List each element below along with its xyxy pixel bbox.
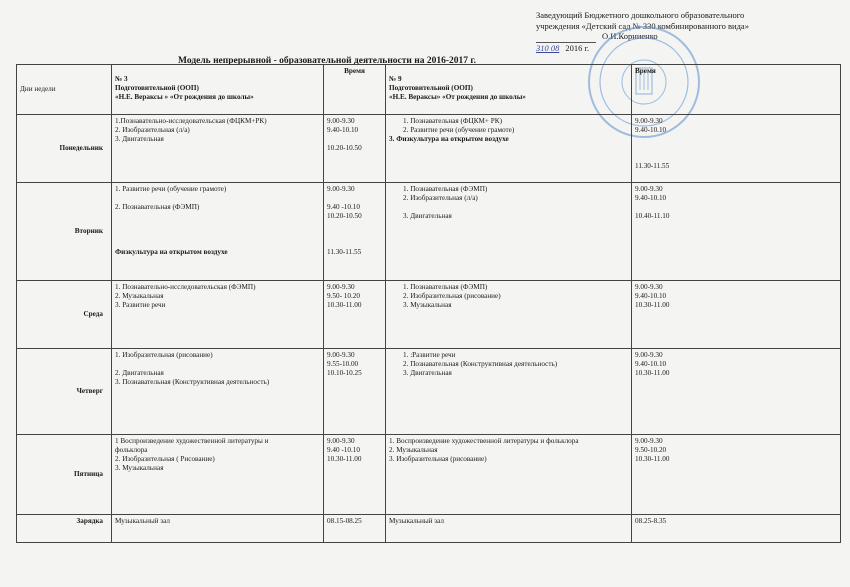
thursday-group-2	[386, 349, 632, 435]
time-slot: 9.50-10.20	[635, 446, 667, 454]
time-slot: 9.40-10.10	[635, 194, 667, 202]
signature-line	[536, 31, 846, 43]
time-slot: 11.30-11.55	[635, 162, 670, 170]
tuesday-time-2	[632, 183, 841, 281]
exercise-group-1: Музыкальный зал	[112, 515, 324, 543]
time-slot: 10.40-11.10	[635, 212, 670, 220]
wednesday-time-1	[324, 281, 386, 349]
approval-date: 310 08	[536, 42, 560, 53]
signature-mark	[536, 31, 596, 43]
time-slot: 9.00-9.30	[327, 185, 355, 193]
list-item: 2. Изобразительная (л/а)	[403, 194, 478, 202]
monday-group-2	[386, 115, 632, 183]
friday-group-2	[386, 435, 632, 515]
time-slot: 9.00-9.30	[635, 117, 663, 125]
list-item: 2. Познавательная (ФЭМП)	[115, 203, 200, 211]
list-item: 3. Развитие речи	[115, 301, 166, 309]
list-item: 3. Двигательная	[403, 212, 452, 220]
list-item: 3. Изобразительная (рисование)	[389, 455, 487, 463]
list-item: 3. Физкультура на открытом воздухе	[389, 135, 509, 143]
time-slot: 9.40-10.10	[635, 126, 667, 134]
date-line	[536, 43, 846, 54]
list-item: 3. Музыкальная	[115, 464, 164, 472]
time-slot: 9.40-10.10	[635, 360, 667, 368]
list-item: 2. Развитие речи (обучение грамоте)	[403, 126, 515, 134]
time-slot: 10.10-10.25	[327, 369, 362, 377]
time-slot: 10.20-10.50	[327, 212, 362, 220]
day-exercise: Зарядка	[17, 515, 112, 543]
group-2-program: «Н.Е. Вераксы» «От рождения до школы»	[389, 93, 526, 101]
list-item: 1. Познавательная (ФЭМП)	[403, 185, 488, 193]
schedule-table	[16, 64, 841, 543]
list-item: 2. Познавательная (Конструктивная деятельность)	[403, 360, 558, 368]
day-thursday: Четверг	[17, 349, 112, 435]
table-row	[17, 435, 841, 515]
exercise-group-2: Музыкальный зал	[386, 515, 632, 543]
thursday-time-2	[632, 349, 841, 435]
list-item: 2. Изобразительная ( Рисование)	[115, 455, 215, 463]
list-item: фольклора	[115, 446, 148, 454]
list-item: 3. Познавательная (Конструктивная деятельность)	[115, 378, 270, 386]
approval-year: 2016 г.	[565, 42, 590, 53]
header-time-1: Время	[324, 65, 386, 115]
tuesday-time-1	[324, 183, 386, 281]
list-item: 1. Воспроизведение художественной литературы и фольклора	[389, 437, 579, 445]
group-2-number: № 9	[389, 75, 402, 83]
group-2-name: Подготовительной (ООП)	[389, 84, 473, 92]
approval-line-2: учреждения «Детский сад № 330 комбинированного вида»	[536, 20, 749, 31]
list-item: 1. :Развитие речи	[403, 351, 456, 359]
thursday-group-1	[112, 349, 324, 435]
exercise-time-1: 08.15-08.25	[324, 515, 386, 543]
time-slot: 9.40 -10.10	[327, 203, 360, 211]
table-row	[17, 183, 841, 281]
tuesday-group-2	[386, 183, 632, 281]
time-slot: 10.30-11.00	[635, 455, 670, 463]
wednesday-group-1	[112, 281, 324, 349]
day-friday: Пятница	[17, 435, 112, 515]
monday-time-1	[324, 115, 386, 183]
list-item: 1. Познавательная (ФЭМП)	[403, 283, 488, 291]
time-slot: 9.00-9.30	[635, 185, 663, 193]
time-slot: 9.00-9.30	[327, 283, 355, 291]
header-group-1	[112, 65, 324, 115]
time-slot: 9.00-9.30	[635, 351, 663, 359]
time-slot: 11.30-11.55	[327, 248, 362, 256]
wednesday-group-2	[386, 281, 632, 349]
table-row	[17, 349, 841, 435]
time-slot: 9.40 -10.10	[327, 446, 360, 454]
list-item: 1. Познавательно-исследовательская (ФЭМП)	[115, 283, 256, 291]
list-item: 2. Музыкальная	[389, 446, 438, 454]
group-1-name: Подготовительной (ООП)	[115, 84, 199, 92]
time-slot: 9.40-10.10	[327, 126, 359, 134]
time-slot: 9.00-9.30	[635, 437, 663, 445]
list-item: 3. Двигательная	[403, 369, 452, 377]
list-item: Физкультура на открытом воздухе	[115, 248, 228, 256]
header-time-2: Время	[632, 65, 841, 115]
time-slot: 9.00-9.30	[635, 283, 663, 291]
list-item: 2. Изобразительная (л/а)	[115, 126, 190, 134]
monday-group-1	[112, 115, 324, 183]
header-group-2	[386, 65, 632, 115]
approval-block	[536, 10, 846, 53]
signature-name: О.И.Корниенко	[602, 31, 658, 41]
list-item: 1. Познавательная (ФЦКМ+ РК)	[403, 117, 502, 125]
time-slot: 10.20-10.50	[327, 144, 362, 152]
day-monday: Понедельник	[17, 115, 112, 183]
list-item: 2. Двигательная	[115, 369, 164, 377]
approval-line-1: Заведующий Бюджетного дошкольного образовательного	[536, 10, 745, 20]
exercise-time-2: 08.25-8.35	[632, 515, 841, 543]
day-wednesday: Среда	[17, 281, 112, 349]
time-slot: 10.30-11.00	[327, 455, 362, 463]
monday-time-2	[632, 115, 841, 183]
list-item: 1 Воспроизведение художественной литературы и	[115, 437, 269, 445]
tuesday-group-1	[112, 183, 324, 281]
time-slot: 9.00-9.30	[327, 437, 355, 445]
time-slot: 10.30-11.00	[635, 301, 670, 309]
table-row	[17, 115, 841, 183]
friday-time-1	[324, 435, 386, 515]
friday-group-1	[112, 435, 324, 515]
list-item: 2. Музыкальная	[115, 292, 164, 300]
time-slot: 9.50- 10.20	[327, 292, 360, 300]
wednesday-time-2	[632, 281, 841, 349]
list-item: 3. Двигательная	[115, 135, 164, 143]
time-slot: 9.00-9.30	[327, 117, 355, 125]
group-1-program: «Н.Е. Вераксы » «От рождения до школы»	[115, 93, 254, 101]
header-row	[17, 65, 841, 115]
thursday-time-1	[324, 349, 386, 435]
list-item: 1. Развитие речи (обучение грамоте)	[115, 185, 227, 193]
header-days: Дни недели	[17, 65, 112, 115]
time-slot: 9.00-9.30	[327, 351, 355, 359]
group-1-number: № 3	[115, 75, 128, 83]
list-item: 1. Изобразительная (рисование)	[115, 351, 213, 359]
list-item: 1.Познавательно-исследовательская (ФЦКМ+РК)	[115, 117, 267, 125]
table-row	[17, 281, 841, 349]
list-item: 3. Музыкальная	[403, 301, 452, 309]
page-title: Модель непрерывной - образовательной деятельности на 2016-2017 г.	[178, 56, 477, 66]
friday-time-2	[632, 435, 841, 515]
time-slot: 9.40-10.10	[635, 292, 667, 300]
table-row	[17, 515, 841, 543]
time-slot: 10.30-11.00	[327, 301, 362, 309]
time-slot: 9.55-10.00	[327, 360, 359, 368]
list-item: 2. Изобразительная (рисование)	[403, 292, 501, 300]
day-tuesday: Вторник	[17, 183, 112, 281]
time-slot: 10.30-11.00	[635, 369, 670, 377]
